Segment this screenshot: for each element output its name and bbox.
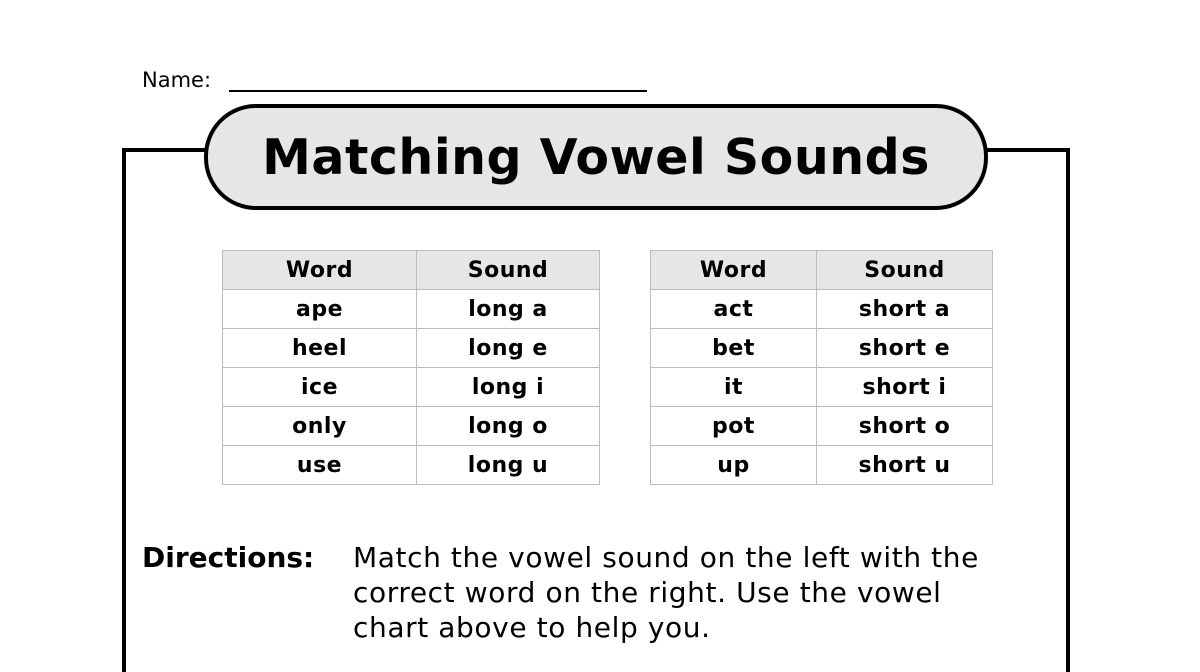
long-vowel-table bbox=[222, 250, 600, 485]
table-row bbox=[651, 407, 993, 446]
name-label: Name: bbox=[142, 68, 212, 92]
column-header-word: Word bbox=[651, 251, 817, 290]
word-cell: pot bbox=[651, 407, 817, 446]
column-header-sound: Sound bbox=[417, 251, 600, 290]
sound-cell: short e bbox=[817, 329, 993, 368]
title-banner bbox=[204, 104, 988, 210]
sound-cell: short u bbox=[817, 446, 993, 485]
word-cell: bet bbox=[651, 329, 817, 368]
sound-cell: short o bbox=[817, 407, 993, 446]
table-row bbox=[223, 407, 600, 446]
table-row bbox=[223, 329, 600, 368]
table-row bbox=[651, 329, 993, 368]
word-cell: act bbox=[651, 290, 817, 329]
table-row bbox=[223, 446, 600, 485]
word-cell: heel bbox=[223, 329, 417, 368]
table-row bbox=[651, 368, 993, 407]
sound-cell: long u bbox=[417, 446, 600, 485]
sound-cell: short i bbox=[817, 368, 993, 407]
directions-block bbox=[142, 540, 1013, 645]
word-cell: it bbox=[651, 368, 817, 407]
short-vowel-table bbox=[650, 250, 993, 485]
word-cell: use bbox=[223, 446, 417, 485]
sound-cell: long e bbox=[417, 329, 600, 368]
column-header-word: Word bbox=[223, 251, 417, 290]
name-row bbox=[142, 66, 647, 92]
page-title: Matching Vowel Sounds bbox=[262, 128, 930, 186]
sound-cell: long o bbox=[417, 407, 600, 446]
sound-cell: long a bbox=[417, 290, 600, 329]
word-cell: ice bbox=[223, 368, 417, 407]
table-header-row bbox=[651, 251, 993, 290]
table-row bbox=[651, 446, 993, 485]
word-cell: up bbox=[651, 446, 817, 485]
table-row bbox=[651, 290, 993, 329]
column-header-sound: Sound bbox=[817, 251, 993, 290]
name-blank-line[interactable] bbox=[229, 66, 647, 92]
directions-label: Directions: bbox=[142, 541, 315, 574]
table-row bbox=[223, 290, 600, 329]
table-row bbox=[223, 368, 600, 407]
table-header-row bbox=[223, 251, 600, 290]
word-cell: ape bbox=[223, 290, 417, 329]
directions-text: Match the vowel sound on the left with the correct word on the right. Use the vowel chart above to help you. bbox=[353, 541, 979, 644]
sound-cell: short a bbox=[817, 290, 993, 329]
sound-cell: long i bbox=[417, 368, 600, 407]
word-cell: only bbox=[223, 407, 417, 446]
